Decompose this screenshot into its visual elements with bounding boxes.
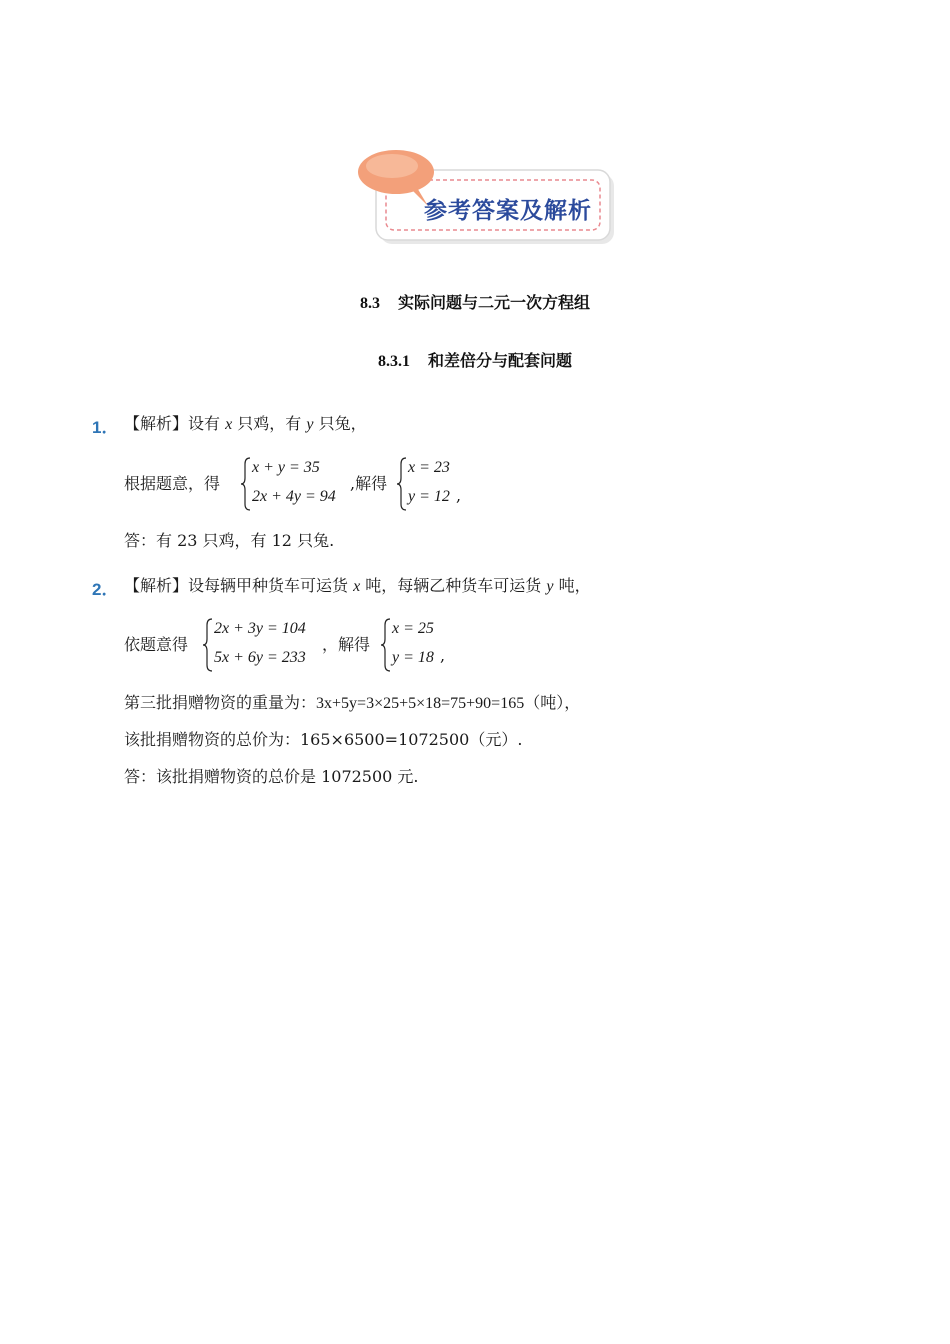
q1-intro	[124, 414, 367, 435]
q2-solve-label: ，解得	[322, 635, 371, 654]
section-heading	[0, 290, 950, 313]
q2-intro-a: 设每辆甲种货车可运货	[188, 576, 354, 595]
section-title: 实际问题与二元一次方程组	[397, 293, 590, 312]
q1-answer: 答：有 23 只鸡，有 12 只兔.	[124, 531, 335, 550]
q1-setup-label: 根据题意，得	[124, 474, 221, 493]
brace-icon	[396, 457, 408, 511]
q2-weight-line	[124, 693, 580, 714]
brace-icon	[202, 618, 214, 672]
q2-sol2: y = 18	[392, 649, 434, 666]
q1-eq1: x + y = 35	[252, 459, 320, 476]
q2-number: 2．	[92, 580, 119, 599]
q2-answer: 答：该批捐赠物资的总价是 1072500 元.	[124, 767, 419, 786]
q2-intro-b: 吨，每辆乙种货车可运货	[360, 576, 547, 595]
subsection-number: 8.3.1	[377, 353, 410, 370]
q1-sol1: x = 23	[408, 459, 450, 476]
q1-tag: 【解析】	[124, 414, 189, 433]
subsection-heading	[0, 348, 950, 371]
q1-sol-end: ,	[456, 486, 462, 505]
banner-title: 参考答案及解析	[424, 198, 592, 224]
q2-intro-c: 吨，	[553, 576, 591, 595]
q1-var-x: x	[225, 416, 233, 433]
q2-sol1: x = 25	[392, 620, 434, 637]
section-number: 8.3	[359, 295, 380, 312]
q1-number: 1．	[92, 418, 119, 437]
subsection-title: 和差倍分与配套问题	[427, 351, 572, 370]
q2-tag: 【解析】	[124, 576, 189, 595]
brace-icon	[380, 618, 392, 672]
q2-intro	[124, 576, 591, 597]
q2-weight-calc: 3x+5y=3×25+5×18=75+90=165（吨），	[316, 695, 581, 712]
q1-intro-b: 只鸡，有	[232, 414, 307, 433]
brace-icon	[240, 457, 252, 511]
q2-var-x: x	[353, 578, 361, 595]
q1-solve-label: ,解得	[350, 474, 388, 493]
q2-eq2: 5x + 6y = 233	[214, 649, 306, 666]
q2-setup-label: 依题意得	[124, 635, 189, 654]
q1-var-y: y	[306, 416, 314, 433]
q2-equation-system	[202, 618, 326, 672]
q2-weight-label: 第三批捐赠物资的重量为：	[124, 693, 317, 712]
q2-eq1: 2x + 3y = 104	[214, 620, 306, 637]
q2-total-price-line: 该批捐赠物资的总价为：165×6500=1072500（元）.	[124, 730, 523, 749]
q1-intro-a: 设有	[188, 414, 226, 433]
q1-intro-c: 只兔，	[313, 414, 367, 433]
answer-banner	[356, 148, 618, 250]
q2-sol-end: ,	[440, 646, 446, 665]
q1-equation-system	[240, 457, 360, 511]
q1-sol2: y = 12	[408, 488, 450, 505]
q2-var-y: y	[546, 578, 554, 595]
q1-eq2: 2x + 4y = 94	[252, 488, 336, 505]
